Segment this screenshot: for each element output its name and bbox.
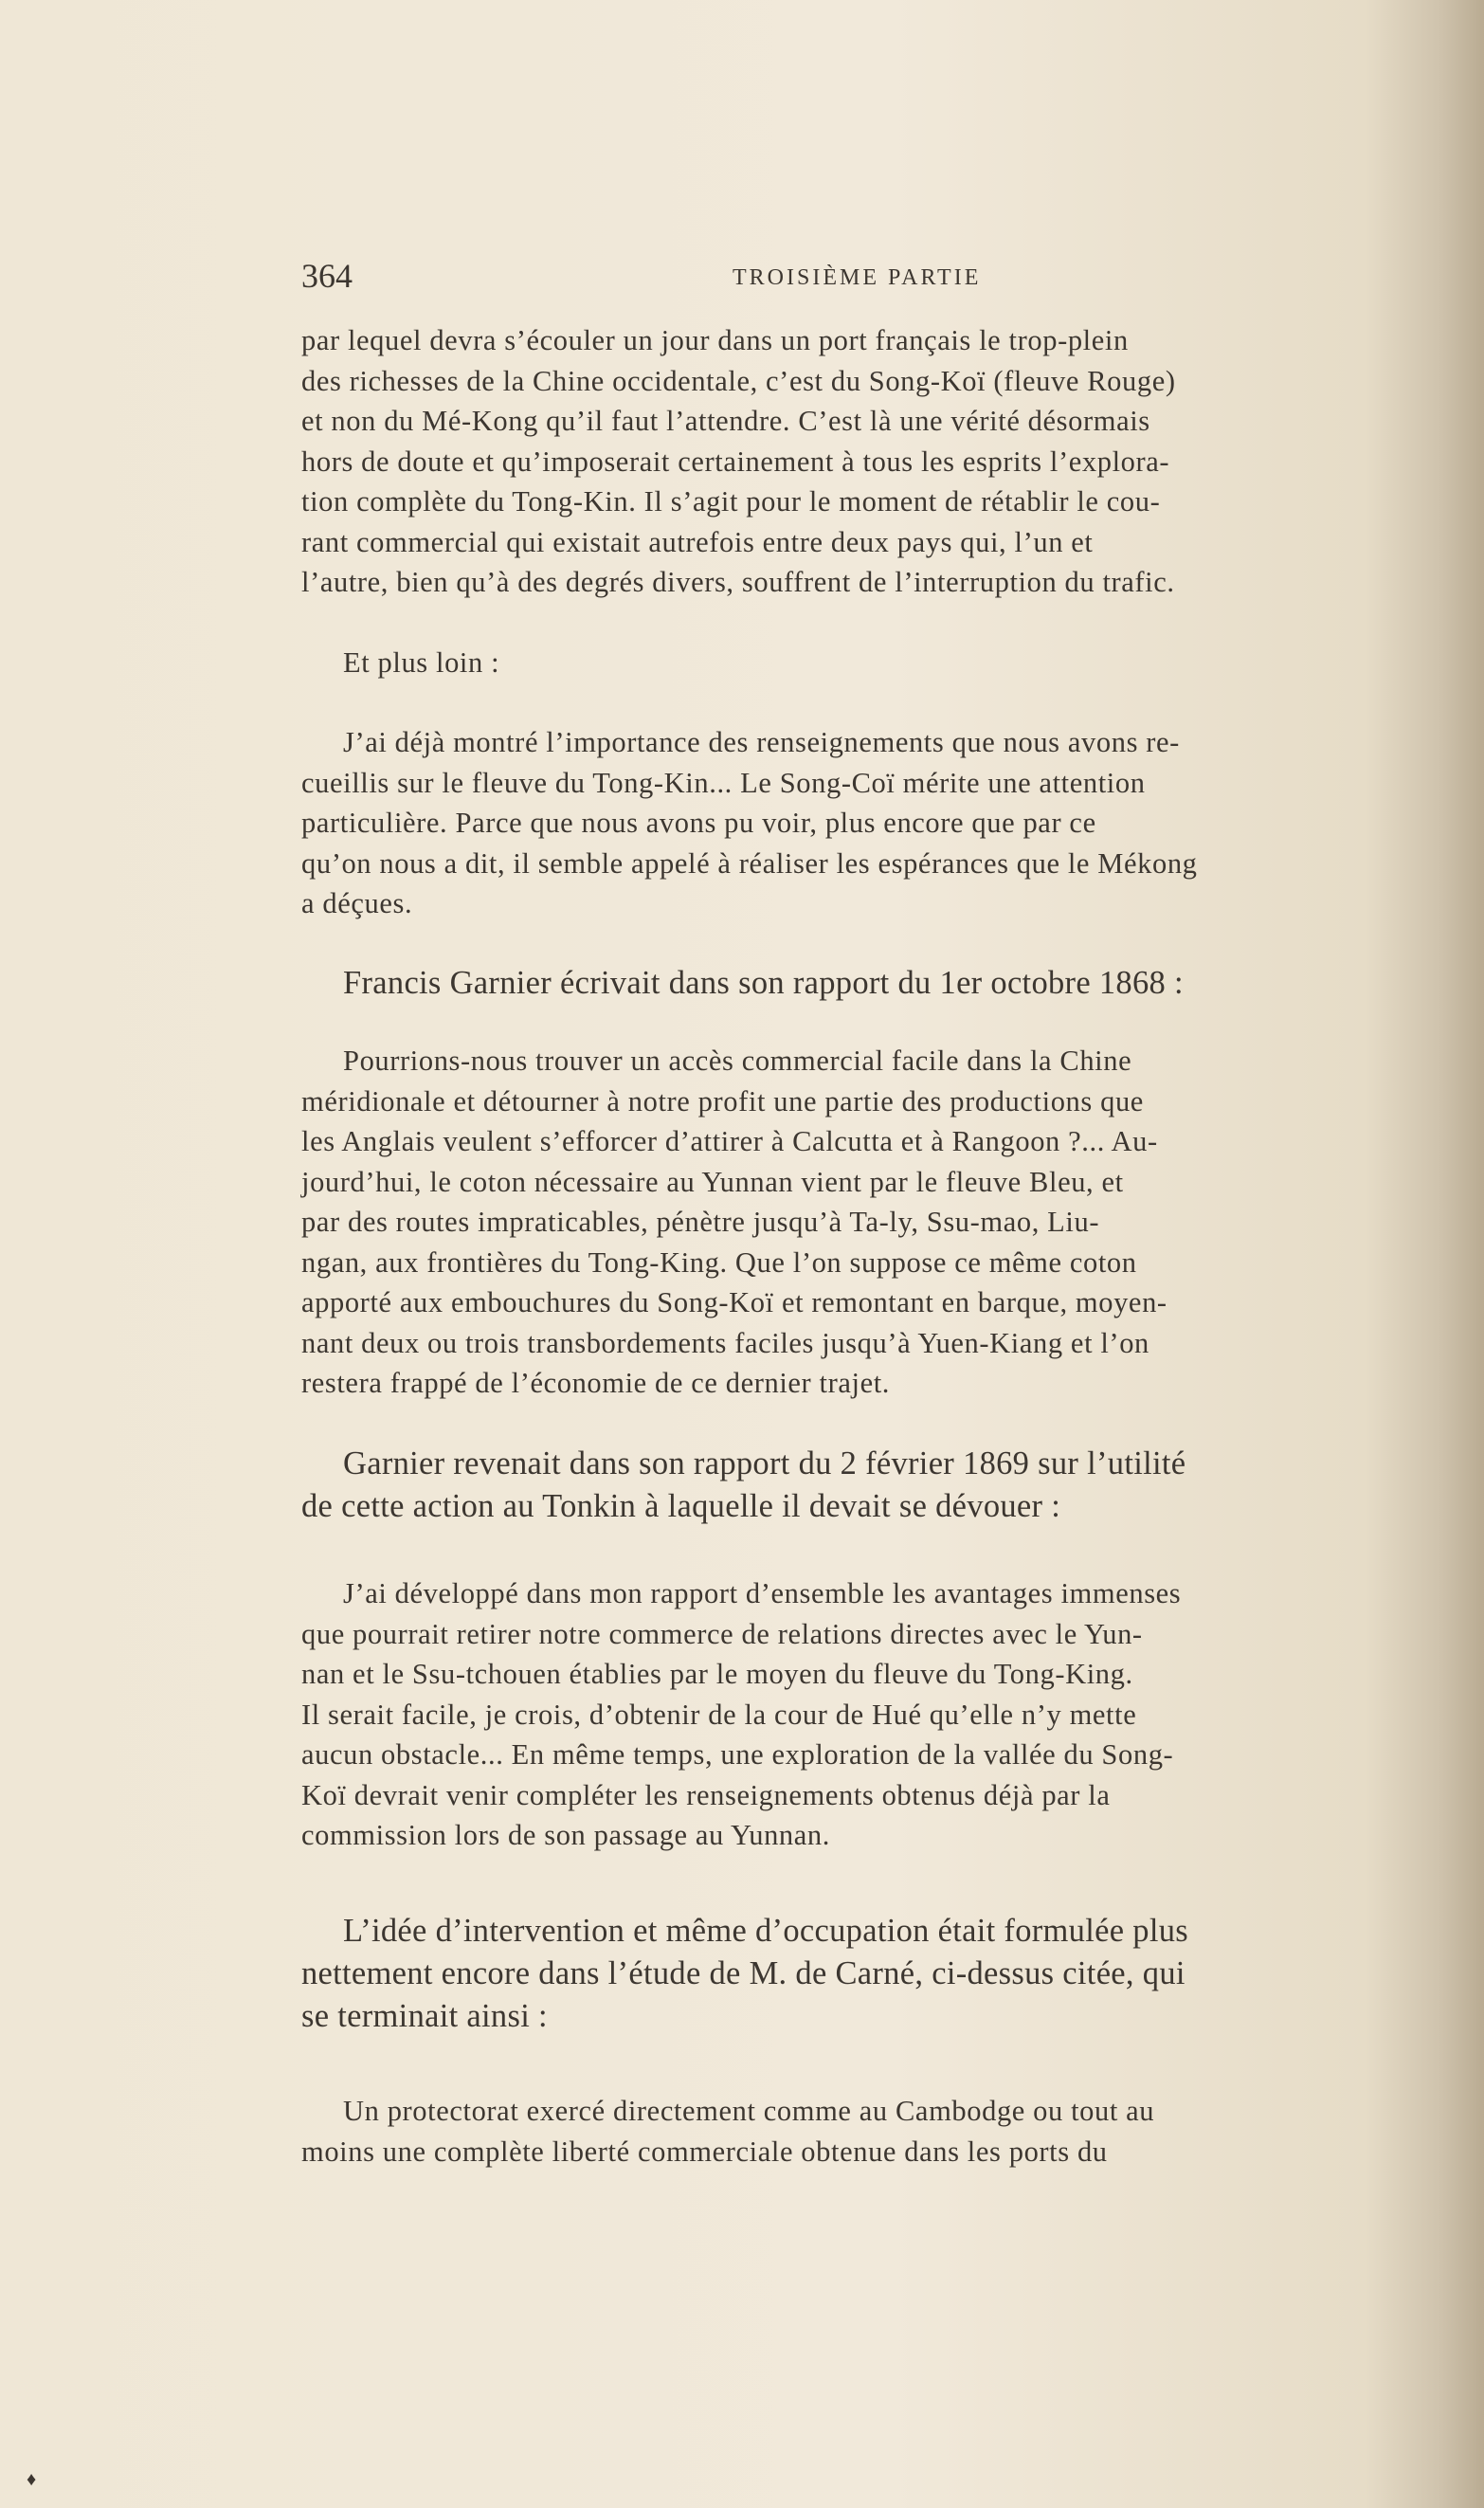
text-line: nettement encore dans l’étude de M. de Carné, ci-dessus citée, qui [301,1955,1185,1991]
text-line: Koï devrait venir compléter les renseignements obtenus déjà par la [301,1778,1111,1811]
text-line: tion complète du Tong-Kin. Il s’agit pour le moment de rétablir le cou- [301,485,1161,518]
text-line: Il serait facile, je crois, d’obtenir de la cour de Hué qu’elle n’y mette [301,1698,1137,1731]
text-line: moins une complète liberté commerciale obtenue dans les ports du [301,2135,1108,2168]
running-head: TROISIÈME PARTIE [733,265,982,290]
text-line: aucun obstacle... En même temps, une exploration de la vallée du Song- [301,1738,1174,1771]
text-line: par des routes impraticables, pénètre jusqu’à Ta-ly, Ssu-mao, Liu- [301,1206,1100,1238]
text-line: des richesses de la Chine occidentale, c’est du Song-Koï (fleuve Rouge) [301,364,1176,397]
text-line: Francis Garnier écrivait dans son rapport du 1er octobre 1868 : [343,965,1184,1001]
text-line: apporté aux embouchures du Song-Koï et remontant en barque, moyen- [301,1286,1167,1318]
quote-paragraph-1 [301,320,1420,603]
text-line: que pourrait retirer notre commerce de relations directes avec le Yun- [301,1617,1143,1650]
text-line: nant deux ou trois transbordements faciles jusqu’à Yuen-Kiang et l’on [301,1326,1149,1359]
page-header [301,256,1420,294]
text-line: rant commercial qui existait autrefois entre deux pays qui, l’un et [301,525,1094,558]
body-paragraph-2 [301,1443,1420,1528]
text-line: a déçues. [301,887,413,919]
text-line: commission lors de son passage au Yunnan. [301,1819,830,1851]
text-line: Pourrions-nous trouver un accès commercial facile dans la Chine [343,1045,1132,1077]
quote-paragraph-2 [301,722,1420,924]
body-paragraph-1 [301,962,1420,1005]
text-line: L’idée d’intervention et même d’occupation était formulée plus [343,1913,1188,1949]
text-line: Garnier revenait dans son rapport du 2 février 1869 sur l’utilité [343,1445,1186,1481]
text-line: nan et le Ssu-tchouen établies par le moyen du fleuve du Tong-King. [301,1658,1133,1690]
text-line: particulière. Parce que nous avons pu voir, plus encore que par ce [301,807,1096,839]
text-line: restera frappé de l’économie de ce dernier trajet. [301,1367,891,1399]
text-line: ngan, aux frontières du Tong-King. Que l’on suppose ce même coton [301,1245,1137,1279]
text-line: l’autre, bien qu’à des degrés divers, souffrent de l’interruption du trafic. [301,566,1175,598]
text-line: jourd’hui, le coton nécessaire au Yunnan vient par le fleuve Bleu, et [301,1165,1124,1198]
text-line: et non du Mé-Kong qu’il faut l’attendre. C’est là une vérité désormais [301,405,1150,437]
text-line: se terminait ainsi : [301,1998,548,2034]
quote-paragraph-5 [301,2091,1420,2172]
page-number: 364 [301,257,353,295]
text-line: Un protectorat exercé directement comme au Cambodge ou tout au [343,2095,1155,2127]
text-line: par lequel devra s’écouler un jour dans un port français le trop-plein [301,324,1129,356]
quote-paragraph-3 [301,1041,1420,1404]
body-paragraph-3 [301,1910,1420,2038]
quote-intro [301,643,1420,683]
margin-mark: ♦ [27,2469,37,2490]
text-line: J’ai déjà montré l’importance des renseignements que nous avons re- [343,726,1180,758]
text-line: méridionale et détourner à notre profit une partie des productions que [301,1084,1144,1118]
text-line: Et plus loin : [343,646,500,679]
text-line: hors de doute et qu’imposerait certainement à tous les esprits l’explora- [301,445,1170,478]
quote-paragraph-4 [301,1573,1420,1856]
text-line: cueillis sur le fleuve du Tong-Kin... Le Song-Coï mérite une attention [301,766,1146,799]
text-line: de cette action au Tonkin à laquelle il devait se dévouer : [301,1488,1061,1524]
text-line: J’ai développé dans mon rapport d’ensemble les avantages immenses [343,1577,1182,1609]
text-line: qu’on nous a dit, il semble appelé à réaliser les espérances que le Mékong [301,846,1198,880]
text-line: les Anglais veulent s’efforcer d’attirer à Calcutta et à Rangoon ?... Au- [301,1125,1158,1157]
